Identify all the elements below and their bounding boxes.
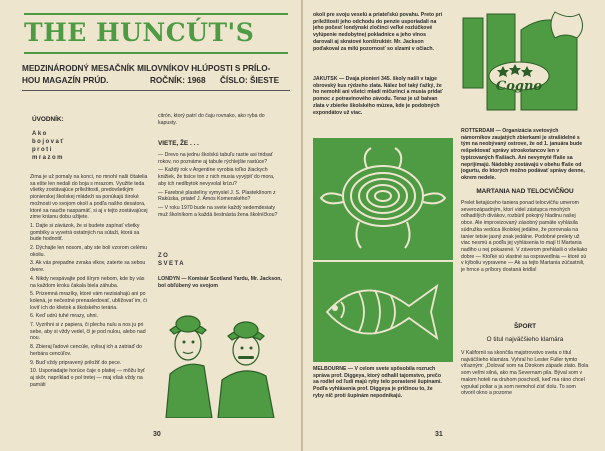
list-item: 9. Buď vždy pripravený priložiť do pece. xyxy=(30,359,122,366)
jakutsk-text xyxy=(313,76,443,132)
uvodnik-heading: ÚVODNÍK: xyxy=(32,116,64,123)
sport-subheading: O titul najväčšieho klamára xyxy=(486,336,564,343)
cogno-illustration xyxy=(459,10,593,118)
page-number-right: 31 xyxy=(435,431,443,438)
masthead xyxy=(24,13,288,54)
viete-heading: VIETE, ŽE . . . xyxy=(158,140,199,147)
list-item: 4. Nikdy nespávajte pod šírym nebom, kde by vás na každom kroku čakala biela záhuba. xyxy=(30,275,145,289)
col2-intro xyxy=(158,113,284,135)
melbourne-text xyxy=(313,366,443,424)
viete-body xyxy=(158,152,284,244)
uvodnik-body xyxy=(30,174,148,424)
rotterdam-text xyxy=(461,128,589,192)
zo-sveta-kicker xyxy=(158,252,185,268)
cogno-logo-text: Cogno xyxy=(495,79,543,94)
melbourne-paragraph: MELBOURNE — V celom svete spôsobila rozruch správa prof. Diggeya, ktorý odhalil tajomstvo, prečo sa rodiel od ľudí majú ryby telo porastené šupinami. Podľa vyhlásenia prof. Diggeya je príčinou to, že ryby nič proti šupinám nepodnikajú. xyxy=(313,366,442,399)
list-item: 2. Dýchajte len nosom, aby ste boli vzorom celému okoliu. xyxy=(30,245,148,258)
subtitle-issue: ČÍSLO: ŠIESTE xyxy=(220,76,280,85)
masthead-title: THE HUNCÚT'S xyxy=(24,18,255,47)
london-continued-text: okolí pre svoju veselú a priateľskú povahu. Preto pri príležitosti jeho odchodu do penzie usporiadali na jeho počesť londýnski zločinci veľké rozlúčkové vylúpenie nedobytnej pokladnice a jeho vlnos darovali aj skratové konštruktér. Mr. Jackson poďakoval za milú pozornosť so slzami v očiach. xyxy=(313,12,443,52)
jakutsk-paragraph: JAKUTSK — Dvaja pionieri 345. školy našli v tajge obrovský kus rýdzeho zlata. Nález bol taký ťažký, že ho nemohli ani všetci mladí mičurinci a musia pridať pomoc z potravinového závodu. Teraz je už balvan zlata v zbierke školského múzea, kde je podobných expondátov už viac. xyxy=(313,76,443,116)
london-paragraph: LONDÝN — Komisár Scotland Yardu, Mr. Jackson, bol obľúbený vo svojom xyxy=(158,276,282,289)
uvodnik-intro: Zima je už pomaly na konci, no mnohí naši čitatelia sa ešte len nedali do boja s mrazom. Využite teda všetky zostávajúce príležitosti, predovšetkým pionierskej školskej mládeži sa ponúkajú široké možnosti vo svojom okolí a podľa našho desatora, ktoré sa naučte naspamäť, si aj v tejto zostávajúcej zime krásnu dobu užijete. xyxy=(30,174,148,221)
kicker-line: bojovať xyxy=(32,139,65,145)
london-text xyxy=(158,276,284,292)
turtle-illustration xyxy=(313,138,453,260)
subtitle-line1: MEDZINÁRODNÝ MESAČNÍK MILOVNÍKOV HLÚPOSTI S PRÍLO- xyxy=(22,64,271,73)
list-item: — Drevo na jednu školskú tabuľu rastie asi tridsať rokov, no poznáme aj tabule rýchlejšie rastúce? xyxy=(158,152,273,165)
martania-heading: MARTANIA NAD TELOCVIČŇOU xyxy=(476,188,574,195)
kicker-line: mrazom xyxy=(32,155,65,161)
list-item: — V roku 1970 bude na svete každý sedemdesiaty muž školníkom a každá šestnásta žena školníčkou? xyxy=(158,204,278,218)
divider-rule xyxy=(22,90,290,91)
sport-heading: ŠPORT xyxy=(513,323,536,330)
rotterdam-paragraph: ROTTERDAM — Organizácia svetových námorníkov zaujatých zbierkami je strašidelné s tým na neobývaný ostrove, že od 1. januára bude rešpektovať správy stroskotancov len v typizovaných fľašiach. Ani nevymyté fľaše sa neprijímajú. Nádobky zostávajú v obehu fľaše od jogurtu, do ktorých možno podávať správy denne, okrem nedele. xyxy=(461,128,585,181)
fish-illustration xyxy=(313,262,453,362)
martania-paragraph: Prelet lietajúceho taniera ponad telocvičňu umerom severozápadným, ktorí videl zástupca mnohých odhadilých divákov, rozbúril pokojný hladinu našej obce. Ale improvizovaný zásobný pamäte vyhlásila súdružka vedúca školskej jedálne, že porovnala na tanier tetsie jasný znak jedálne. Podobné prelety už viac nesmú a podľa jej vyhlásenia to mají tí Martania nadiho u nej pokazené. V záverom prehlásili o všeliako dobre — Ktoľké sú vlastné sa ospravedlnia — ktoré sú v kýboliu vypravene — Ak sa tejto Martania zúčastnili, je hrnce a príbory dostaná kridla! xyxy=(461,200,588,274)
list-item: — Každý rok v Argentíne vyrobia toľko žiackych knižiek, že tisíce ton z nich musia vyvýpiť do mora, aby ich nedlbytok nevyvolal krízu? xyxy=(158,167,275,187)
list-item: 5. Prizemná mrazíky, ktoré vám nezisiahajú ani po kolená, je nečestné prenasledovať, ublížovať im, či loviť ich do klietok a školského terária. xyxy=(30,291,147,311)
sport-paragraph: V Kalifornii sa skončila majstrovstvo sveta o titul najväčšieho klamára. Vyhral ho Lester Fuller tymto víťazným: „Dolovať som na Dirokom západe zlato. Bola som veľmi silná, ako ma Severnam pila. Býval som v malom hoteli na druhom poschodí, keď ma ráno chcel vypukal poliar a ja som nemohol zísť dolu. To som otvoril okno a pozorne xyxy=(461,350,589,397)
right-page xyxy=(303,0,605,451)
kicker-line: Ako xyxy=(32,131,48,137)
martania-text xyxy=(461,200,589,310)
subtitle-year: ROČNÍK: 1968 xyxy=(150,76,206,85)
list-item: 8. Zbieraj ľadové cencúle, vylisuj ich a zatriaď do herbára cencúľov. xyxy=(30,344,142,357)
list-item: 7. Vyzrihni si z papiera, či plechu nulu a nos ju pri sebe, aby si vždy vedel, či je pod nulou, alebo nad nou. xyxy=(30,322,146,342)
sport-text xyxy=(461,350,589,422)
london-continued xyxy=(313,12,443,74)
list-item: 10. Usporiadajte horúce čaje o platiej — môžu byť aj skôr, napríklad o pol tretej — maj však vždy na pamäti xyxy=(30,368,145,388)
kicker-line: proti xyxy=(32,147,53,153)
uvodnik-kicker xyxy=(32,130,65,162)
left-page xyxy=(0,0,301,451)
detectives-illustration xyxy=(156,294,288,418)
subtitle-line2: HOU MAGAZÍN PRÚD. xyxy=(22,76,109,85)
list-item: — Farebné plastelíny vymyslel J. S. Plasteklínom z Rakúska, priateľ J. Ámos Komenského? xyxy=(158,189,276,203)
page-number-left: 30 xyxy=(153,431,161,438)
kicker-line: SVETA xyxy=(158,261,186,267)
list-item: 3. Ak vás prepadne zvraka vlkov, zaterte sa sebou dvere. xyxy=(30,260,146,274)
list-item: 1. Dajte si záväzok, že si budete zapínať všetky gombíky a vyvetrá ostatných na sútaži, ktorá sa bude hodnotiť. xyxy=(30,222,140,243)
col2-intro-text: citrón, ktorý patrí do čaju rovnako, ako ryba do kapusty. xyxy=(158,113,265,126)
kicker-line: ZO xyxy=(158,253,170,259)
list-item: 6. Keď udrú tuhé mrazy, uhni. xyxy=(30,313,98,320)
